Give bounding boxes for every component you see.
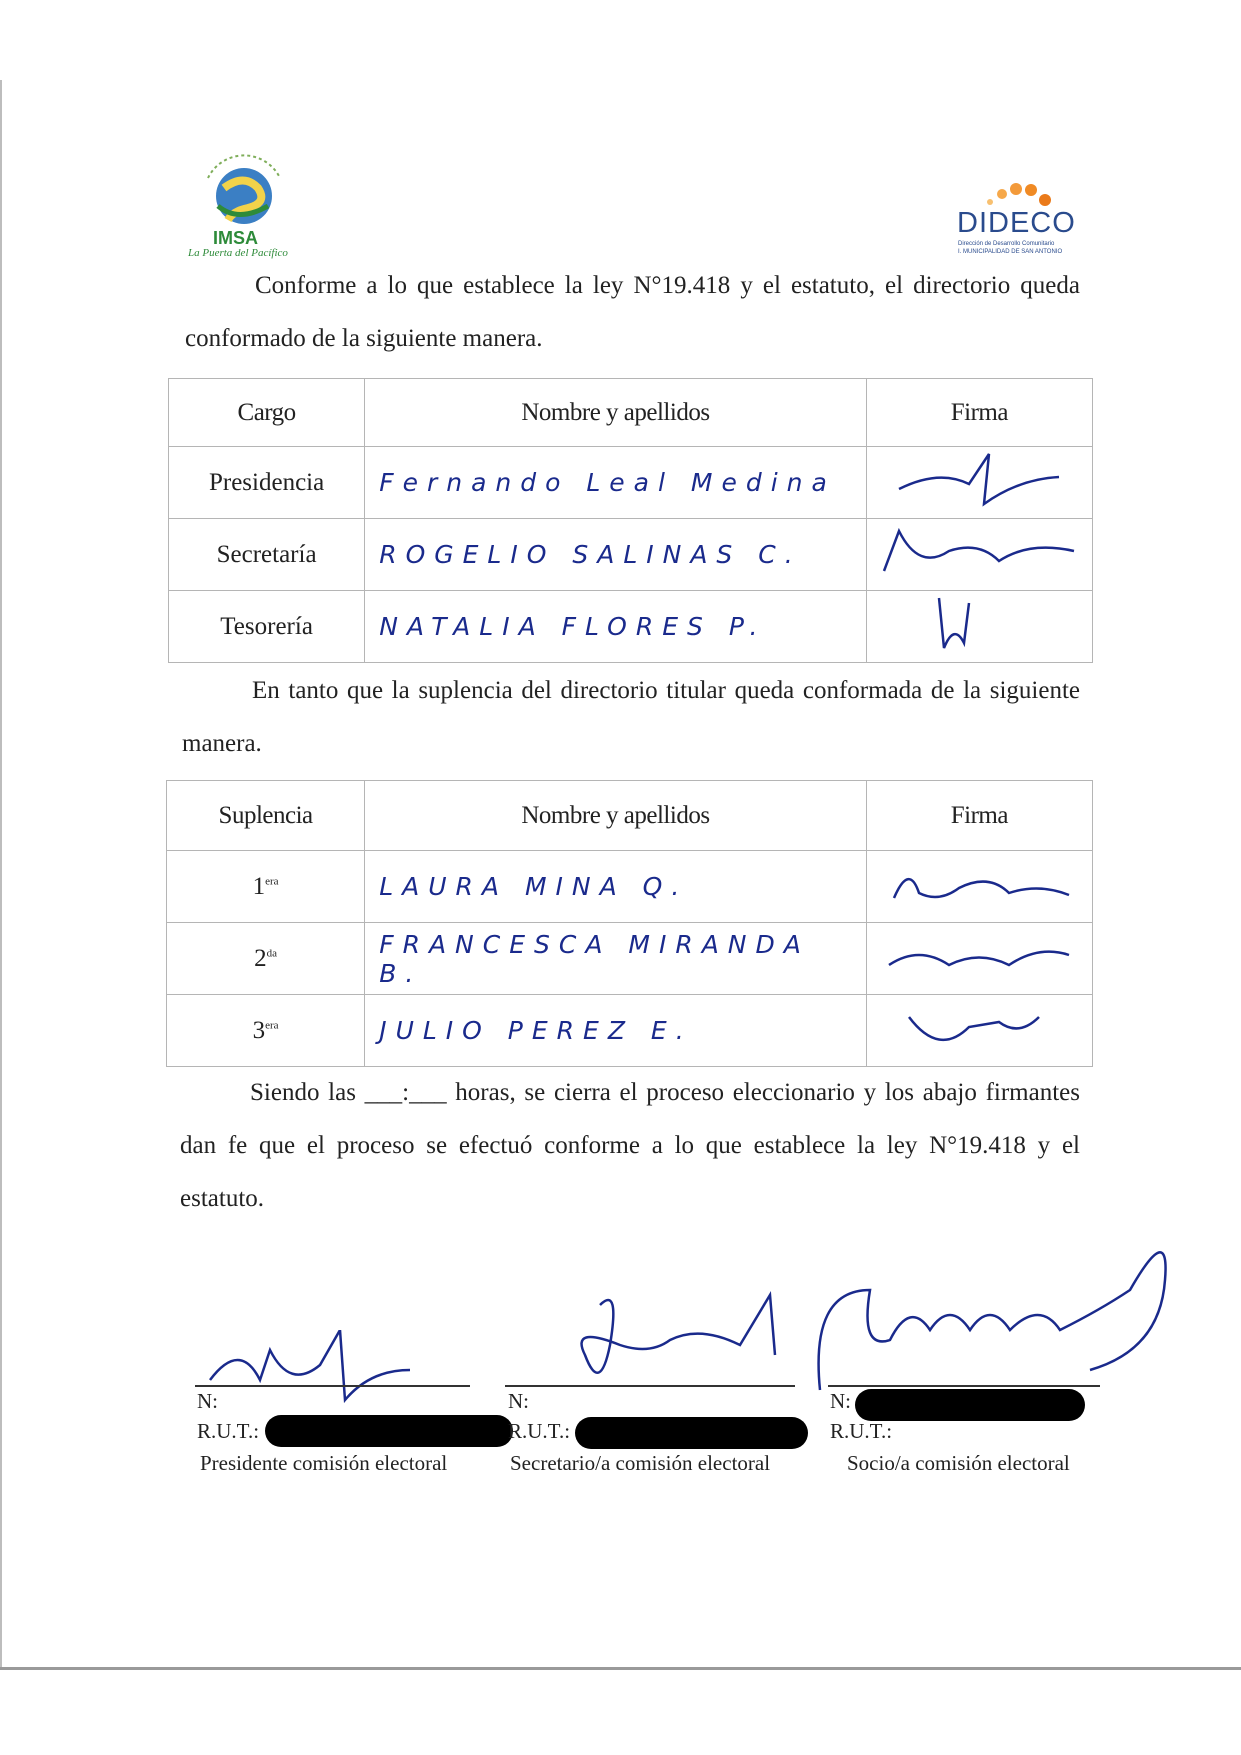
signature-scribble-2 xyxy=(540,1285,820,1415)
signature-scribble xyxy=(879,925,1079,985)
signature-scribble xyxy=(879,593,1079,653)
cargo-cell: Secretaría xyxy=(169,519,365,591)
firma-cell xyxy=(866,447,1092,519)
suplencia-table xyxy=(166,780,1093,1067)
cargo-cell: Tesorería xyxy=(169,591,365,663)
nombre-cell: JULIO PEREZ E. xyxy=(365,995,867,1067)
firma-cell xyxy=(866,851,1092,923)
header-nombre: Nombre y apellidos xyxy=(365,781,867,851)
nombre-cell: Fernando Leal Medina xyxy=(365,447,867,519)
cargo-cell: Presidencia xyxy=(169,447,365,519)
header-firma: Firma xyxy=(866,379,1092,447)
rut-label-3: R.U.T.: xyxy=(830,1419,893,1443)
firma-cell xyxy=(866,995,1092,1067)
table-row xyxy=(167,923,1093,995)
redaction-bar xyxy=(575,1417,808,1449)
role-label-1: Presidente comisión electoral xyxy=(200,1451,448,1475)
table-row xyxy=(167,995,1093,1067)
table-row xyxy=(169,591,1093,663)
redaction-bar xyxy=(265,1415,513,1447)
table-row xyxy=(169,519,1093,591)
table-row xyxy=(169,447,1093,519)
signature-line-1 xyxy=(195,1385,470,1387)
directorio-table xyxy=(168,378,1093,663)
table-header-row xyxy=(167,781,1093,851)
header-suplencia: Suplencia xyxy=(167,781,365,851)
signature-scribble xyxy=(879,521,1079,581)
n-label-1: N: xyxy=(197,1389,218,1413)
firma-cell xyxy=(866,923,1092,995)
signature-line-3 xyxy=(828,1385,1100,1387)
header-nombre: Nombre y apellidos xyxy=(365,379,867,447)
header-cargo: Cargo xyxy=(169,379,365,447)
suplencia-cell: $3^{era}$ xyxy=(167,995,365,1067)
header-firma: Firma xyxy=(866,781,1092,851)
table-row xyxy=(167,851,1093,923)
signature-scribble xyxy=(879,449,1079,509)
suplencia-intro-paragraph: En tanto que la suplencia del directorio titular queda conformada de la siguiente manera. xyxy=(182,677,1080,757)
suplencia-cell: $2^{da}$ xyxy=(167,923,365,995)
n-label-3: N: xyxy=(830,1389,851,1413)
dideco-logo-name: DIDECO xyxy=(957,207,1076,239)
nombre-cell: ROGELIO SALINAS C. xyxy=(365,519,867,591)
nombre-cell: LAURA MINA Q. xyxy=(365,851,867,923)
rut-label-2: R.U.T.: xyxy=(508,1419,571,1443)
intro-paragraph: Conforme a lo que establece la ley N°19.418 y el estatuto, el directorio queda conformado de la siguiente manera. xyxy=(185,272,1080,352)
role-label-3: Socio/a comisión electoral xyxy=(847,1451,1070,1475)
imsa-logo-name: IMSA xyxy=(213,228,258,248)
dideco-sub2: I. MUNICIPALIDAD DE SAN ANTONIO xyxy=(958,249,1063,255)
suplencia-cell: $1^{era}$ xyxy=(167,851,365,923)
table-header-row xyxy=(169,379,1093,447)
dideco-sub1: Dirección de Desarrollo Comunitario xyxy=(958,241,1055,247)
redaction-bar xyxy=(855,1389,1085,1421)
signature-line-2 xyxy=(505,1385,795,1387)
n-label-2: N: xyxy=(508,1389,529,1413)
scan-edge-bottom xyxy=(0,1667,1241,1670)
signature-scribble-1 xyxy=(200,1330,420,1410)
firma-cell xyxy=(866,591,1092,663)
role-label-2: Secretario/a comisión electoral xyxy=(510,1451,771,1475)
signature-scribble xyxy=(879,853,1079,913)
nombre-cell: NATALIA FLORES P. xyxy=(365,591,867,663)
rut-label-1: R.U.T.: xyxy=(197,1419,260,1443)
imsa-logo-tagline: La Puerta del Pacífico xyxy=(188,247,288,259)
closing-paragraph: Siendo las ___:___ horas, se cierra el proceso eleccionario y los abajo firmantes dan fe que el proceso se efectuó conforme a lo que establece la ley N°19.418 y el estatuto. xyxy=(180,1079,1080,1212)
signature-scribble xyxy=(879,997,1079,1057)
dideco-dots xyxy=(980,180,1070,210)
firma-cell xyxy=(866,519,1092,591)
scan-edge xyxy=(0,80,2,1670)
nombre-cell: FRANCESCA MIRANDA B. xyxy=(365,923,867,995)
